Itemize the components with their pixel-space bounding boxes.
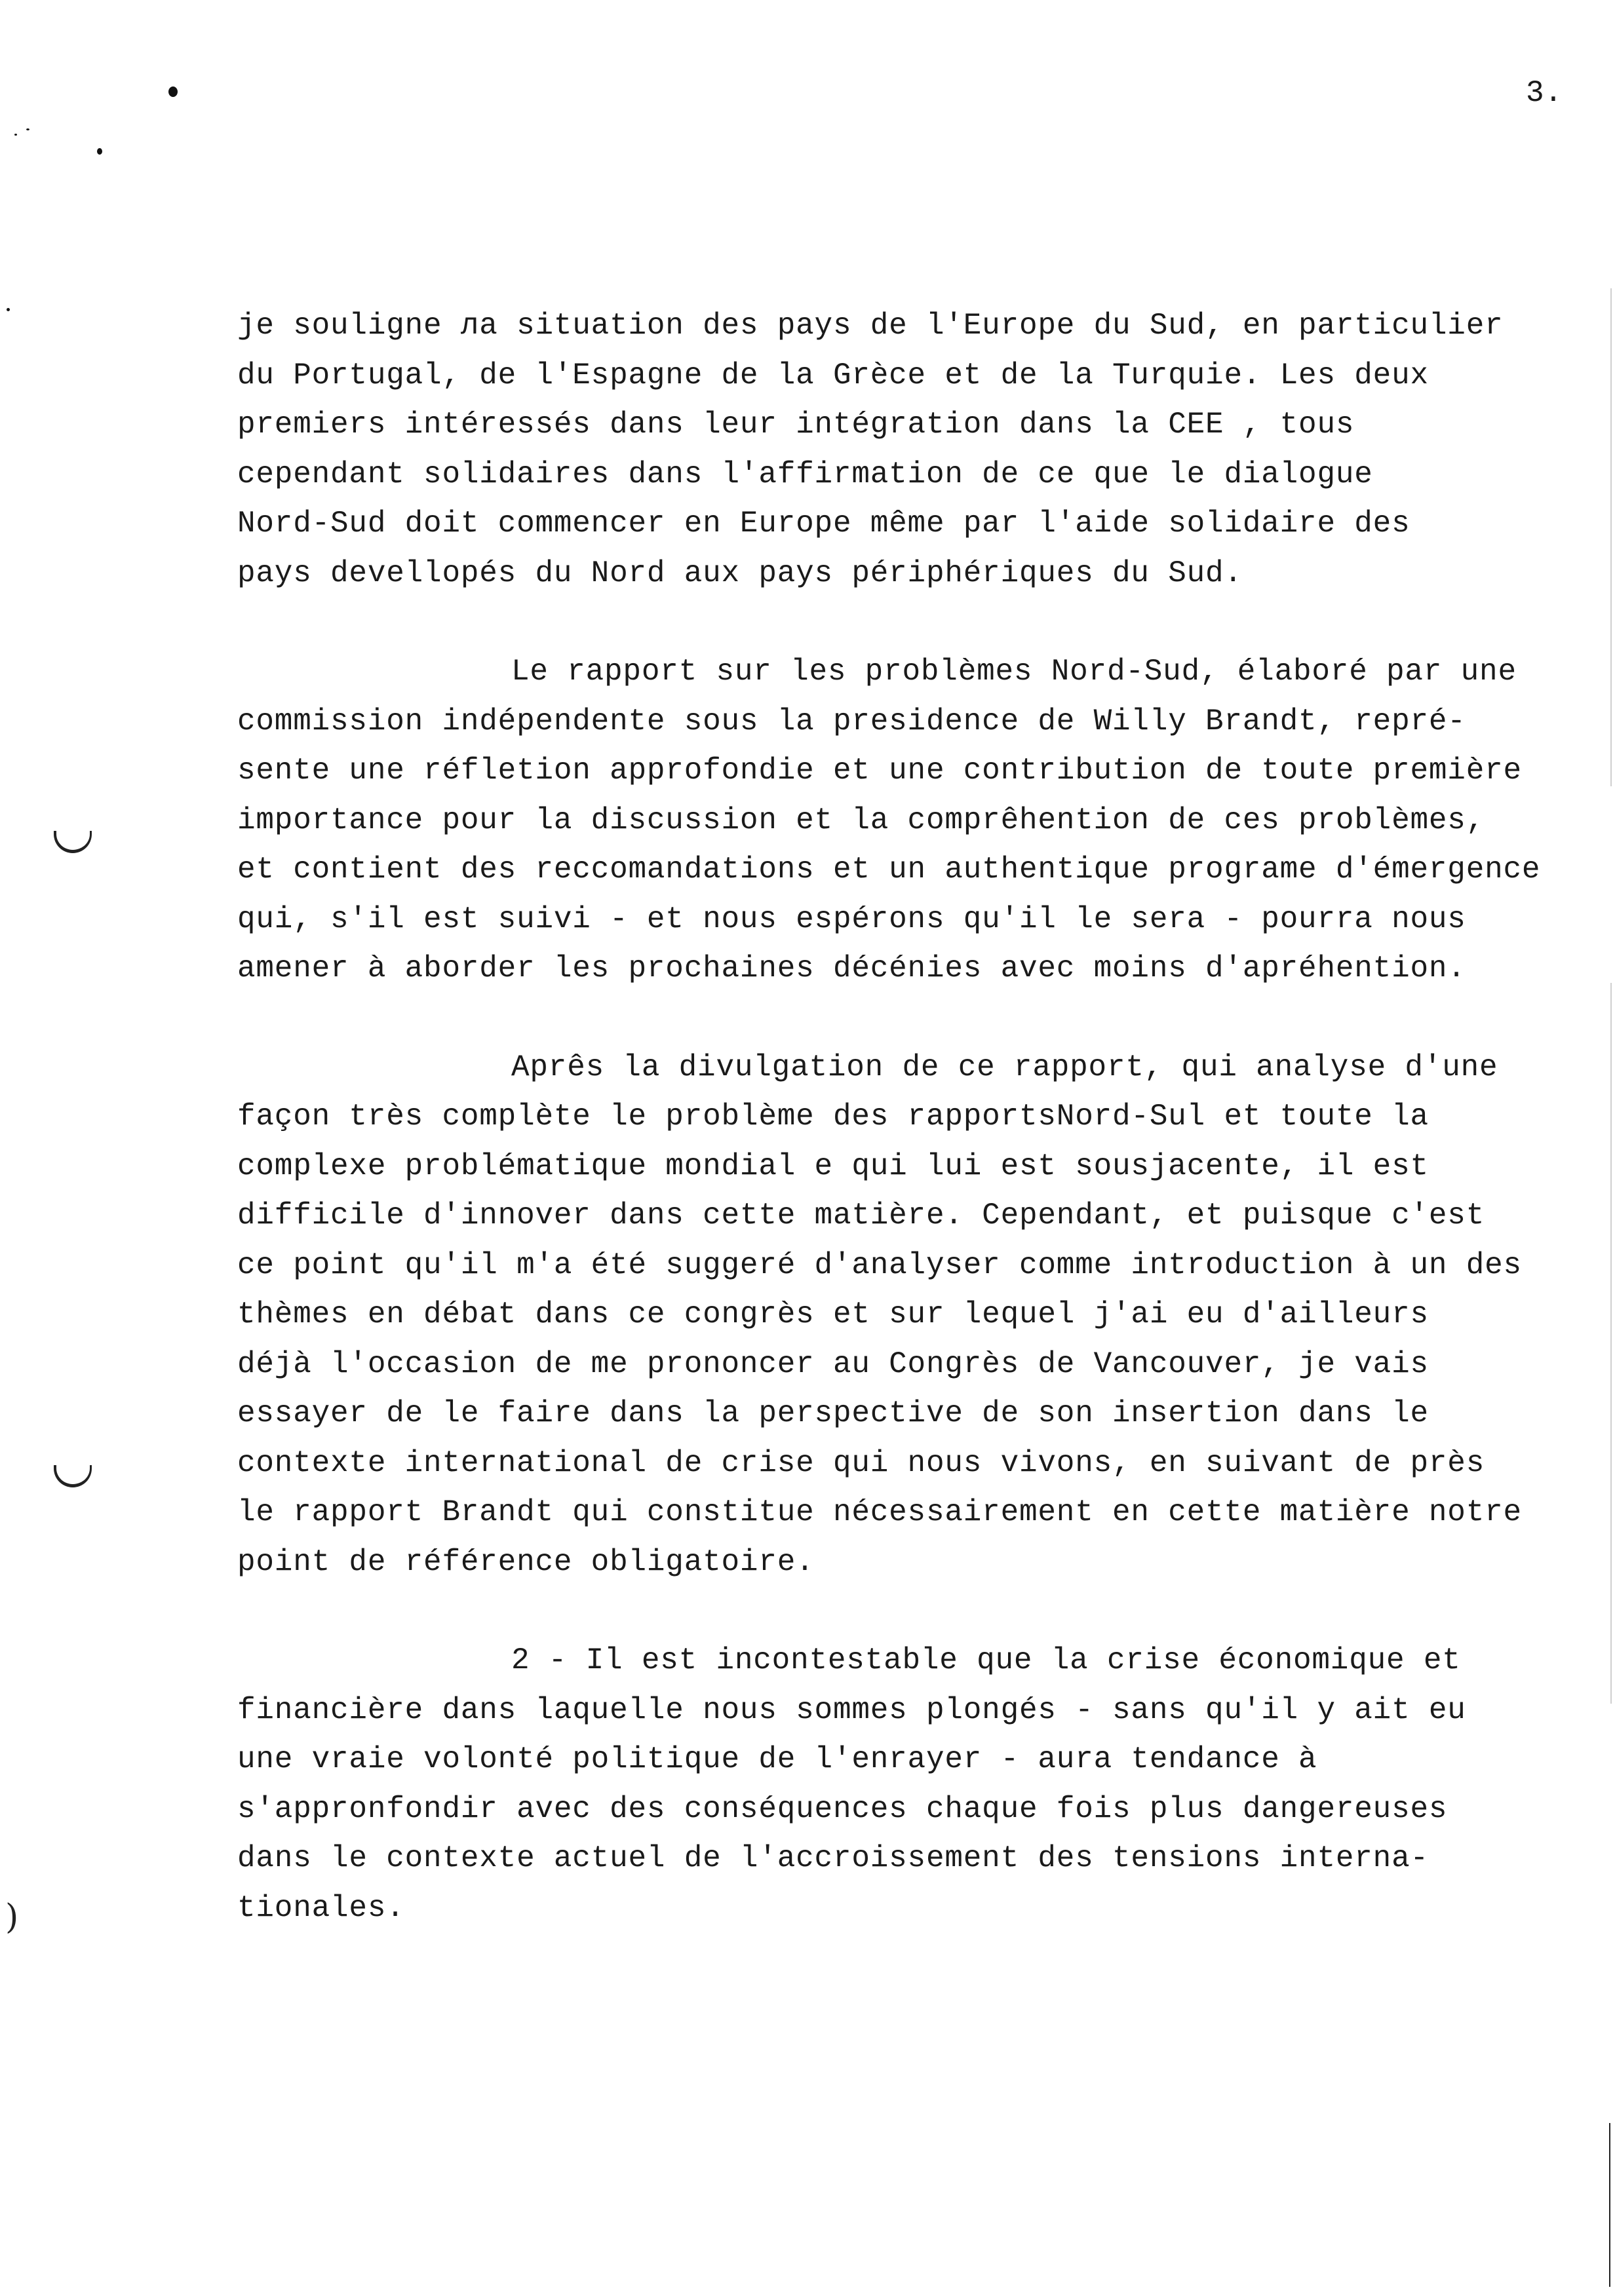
text-line: qui, s'il est suivi - et nous espérons qu'il le sera - pourra nous [237, 902, 1466, 936]
text-line: ce point qu'il m'a été suggeré d'analyser comme introduction à un des [237, 1248, 1522, 1282]
text-line: Nord-Sud doit commencer en Europe même par l'aide solidaire des [237, 507, 1411, 541]
paragraph-brandt-report [237, 647, 1601, 994]
text-line: Le rapport sur les problèmes Nord-Sud, élaboré par une [511, 655, 1517, 689]
punch-hole-mark [54, 831, 92, 853]
scan-speck-mark [26, 128, 29, 130]
text-line: sente une réfletion approfondie et une contribution de toute première [237, 754, 1522, 788]
text-line: et contient des reccomandations et un authentique programe d'émergence [237, 852, 1541, 887]
punch-hole-mark [54, 1465, 92, 1487]
text-line: du Portugal, de l'Espagne de la Grèce et de la Turquie. Les deux [237, 358, 1429, 392]
page-edge-line [1609, 2123, 1610, 2287]
text-line: commission indépendente sous la presidence de Willy Brandt, repré- [237, 704, 1466, 738]
scan-dot-mark [97, 148, 102, 155]
text-line: déjà l'occasion de me prononcer au Congrès de Vancouver, je vais [237, 1347, 1429, 1381]
page-edge-line [1610, 288, 1612, 786]
text-line: pays devellopés du Nord aux pays périphériques du Sud. [237, 556, 1243, 590]
text-line: difficile d'innover dans cette matière. Cependant, et puisque c'est [237, 1198, 1485, 1233]
text-line: cependant solidaires dans l'affirmation de ce que le dialogue [237, 457, 1373, 491]
document-body [237, 301, 1601, 1933]
text-line: une vraie volonté politique de l'enrayer - aura tendance à [237, 1742, 1317, 1776]
text-line: dans le contexte actuel de l'accroissement des tensions interna- [237, 1841, 1429, 1875]
scan-dot-mark [168, 86, 178, 97]
text-line: premiers intéressés dans leur intégration dans la CEE , tous [237, 408, 1355, 442]
text-line: complexe problématique mondial e qui lui est sousjacente, il est [237, 1149, 1429, 1183]
scan-speck-mark [14, 134, 17, 136]
text-line: importance pour la discussion et la comprêhention de ces problèmes, [237, 803, 1485, 837]
text-line: s'appronfondir avec des conséquences chaque fois plus dangereuses [237, 1791, 1448, 1826]
text-line: point de référence obligatoire. [237, 1544, 815, 1579]
paragraph-divulgation [237, 1043, 1601, 1588]
page-edge-line [1610, 983, 1612, 1704]
text-line: 2 - Il est incontestable que la crise économique et [511, 1643, 1461, 1677]
text-line: contexte international de crise qui nous vivons, en suivant de près [237, 1445, 1485, 1480]
paragraph-intro [237, 301, 1601, 598]
page-number: 3. [1526, 76, 1563, 110]
punch-hole-mark: ) [5, 1898, 19, 1937]
paragraph-section-2 [237, 1636, 1601, 1933]
scan-speck-mark [7, 308, 10, 311]
text-line: financière dans laquelle nous sommes plongés - sans qu'il y ait eu [237, 1693, 1466, 1727]
text-line: façon très complète le problème des rapportsNord-Sul et toute la [237, 1100, 1429, 1134]
text-line: tionales. [237, 1890, 405, 1925]
text-line: essayer de le faire dans la perspective de son insertion dans le [237, 1396, 1429, 1430]
text-line: le rapport Brandt qui constitue nécessairement en cette matière notre [237, 1495, 1522, 1529]
text-line: je souligne ла situation des pays de l'Europe du Sud, en particulier [237, 309, 1504, 343]
text-line: thèmes en débat dans ce congrès et sur lequel j'ai eu d'ailleurs [237, 1297, 1429, 1331]
text-line: Aprês la divulgation de ce rapport, qui analyse d'une [511, 1050, 1498, 1084]
text-line: amener à aborder les prochaines décénies avec moins d'apréhention. [237, 951, 1466, 985]
